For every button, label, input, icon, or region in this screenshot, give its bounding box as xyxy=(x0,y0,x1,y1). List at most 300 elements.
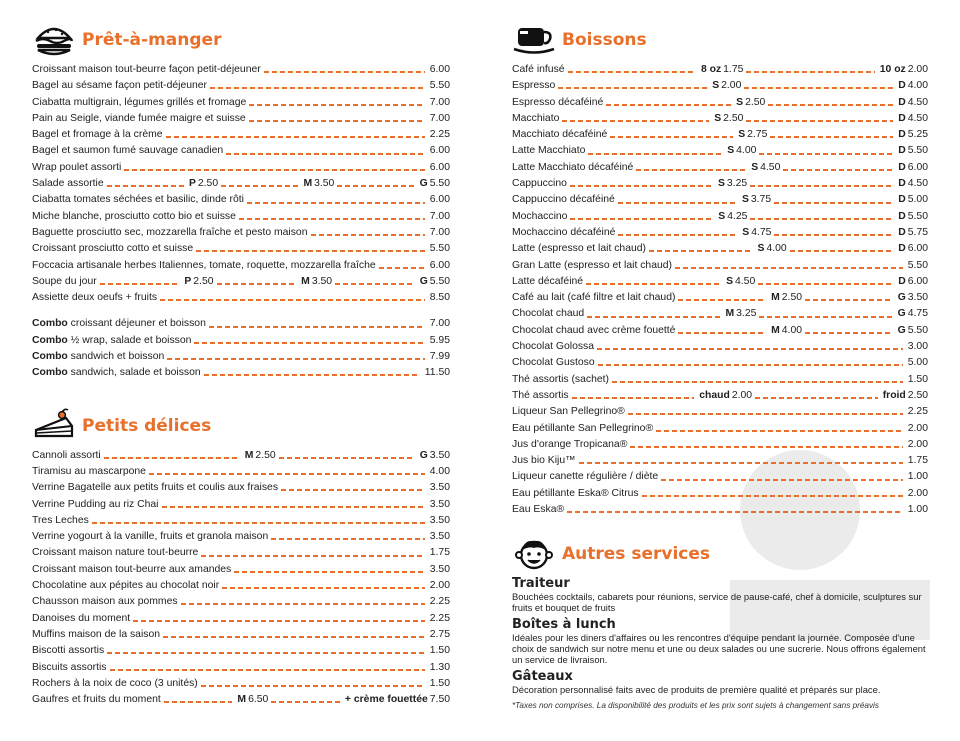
item-price: 4.50 xyxy=(735,275,756,287)
item-price: 2.25 xyxy=(429,596,450,608)
price-label: M xyxy=(303,178,313,190)
menu-item xyxy=(512,486,928,502)
item-price: 5.50 xyxy=(907,259,928,271)
item-price: 7.50 xyxy=(429,694,451,706)
item-price: 7.00 xyxy=(429,96,450,108)
traiteur-heading: Traiteur xyxy=(512,576,570,592)
combo-price: 11.50 xyxy=(424,367,450,379)
dotted-leader xyxy=(759,153,893,155)
item-name: Macchiato xyxy=(512,112,560,124)
delices-list xyxy=(32,448,450,709)
item-price: 4.00 xyxy=(907,80,928,92)
dotted-leader xyxy=(630,446,902,448)
dotted-leader xyxy=(612,381,903,383)
item-name: Latte décaféiné xyxy=(512,275,584,287)
item-price: 6.00 xyxy=(429,259,450,271)
item-name: Liqueur canette régulière / diète xyxy=(512,471,659,483)
price-label: S xyxy=(736,96,744,108)
item-name: Verrine Bagatelle aux petits fruits et coulis aux fraises xyxy=(32,482,279,494)
item-price: 1.50 xyxy=(429,645,450,657)
item-price: 5.50 xyxy=(907,210,928,222)
item-price: 3.50 xyxy=(429,449,451,461)
item-name: Gaufres et fruits du moment xyxy=(32,694,161,706)
item-name: Chocolatine aux pépites au chocolat noir xyxy=(32,580,220,592)
dotted-leader xyxy=(239,218,425,220)
dotted-leader xyxy=(628,413,903,415)
price-label: froid xyxy=(882,389,906,401)
menu-item xyxy=(32,643,450,659)
item-name: Chocolat chaud avec crème fouetté xyxy=(512,324,676,336)
combo-price: 5.95 xyxy=(429,334,450,346)
dotted-leader xyxy=(649,250,753,252)
delices-title: Petits délices xyxy=(82,415,212,436)
menu-item xyxy=(512,62,928,78)
item-name: Miche blanche, prosciutto cotto bio et suisse xyxy=(32,210,236,222)
menu-item xyxy=(512,143,928,159)
dotted-leader xyxy=(281,489,425,491)
item-price: 5.50 xyxy=(907,324,928,336)
item-price: 3.50 xyxy=(429,482,450,494)
menu-item xyxy=(512,95,928,111)
menu-item xyxy=(512,290,928,306)
item-price: 5.00 xyxy=(907,194,928,206)
menu-item xyxy=(32,241,450,257)
price-label: D xyxy=(898,80,906,92)
price-label: D xyxy=(898,243,906,255)
pret-header xyxy=(32,22,450,58)
menu-item xyxy=(32,464,450,480)
dotted-leader xyxy=(201,555,424,557)
dotted-leader xyxy=(271,701,340,703)
item-name: Espresso décaféiné xyxy=(512,96,604,108)
dotted-leader xyxy=(746,71,874,73)
item-price: 6.00 xyxy=(429,64,450,75)
combo-list xyxy=(32,316,450,381)
dotted-leader xyxy=(107,185,184,187)
dotted-leader xyxy=(636,169,746,171)
item-name: Macchiato décaféiné xyxy=(512,129,608,141)
dotted-leader xyxy=(783,169,893,171)
price-label: D xyxy=(898,194,906,206)
dotted-leader xyxy=(586,283,721,285)
item-price: 2.50 xyxy=(907,389,929,401)
dotted-leader xyxy=(759,316,892,318)
item-price: 3.50 xyxy=(314,178,335,190)
price-label: D xyxy=(898,161,906,173)
item-price: 2.00 xyxy=(907,64,928,75)
item-name: Bagel au sésame façon petit-déjeuner xyxy=(32,80,208,92)
price-label: S xyxy=(727,145,735,157)
cake-slice-icon xyxy=(32,408,76,444)
combo-item xyxy=(32,333,450,349)
item-name: Eau pétillante San Pellegrino® xyxy=(512,422,654,434)
item-price: 7.00 xyxy=(429,112,450,124)
item-price: 4.50 xyxy=(907,96,928,108)
menu-item xyxy=(32,160,450,176)
item-name: Café infusé xyxy=(512,64,565,75)
price-label: S xyxy=(741,194,749,206)
menu-item xyxy=(32,545,450,561)
item-price: 2.00 xyxy=(907,438,928,450)
menu-item xyxy=(32,274,450,290)
services-block xyxy=(512,576,928,710)
price-label: S xyxy=(738,129,746,141)
price-label: P xyxy=(188,178,196,190)
dotted-leader xyxy=(264,71,425,73)
lunch-text: Idéales pour les diners d'affaires ou les rencontres d'équipe pendant la journée. Composée d'une choix de sandwich sur notre menu et une ou deux salades ou une sucrerie. Nous offrons également un service de livraison. xyxy=(512,632,926,666)
dotted-leader xyxy=(279,457,415,459)
menu-item xyxy=(32,290,450,306)
price-label: D xyxy=(898,145,906,157)
dotted-leader xyxy=(160,299,425,301)
item-name: Gran Latte (espresso et lait chaud) xyxy=(512,259,672,271)
item-price: 2.25 xyxy=(429,129,450,141)
dotted-leader xyxy=(210,87,425,89)
item-price: 3.25 xyxy=(736,308,757,320)
item-name: Eau pétillante Eska® Citrus xyxy=(512,487,639,499)
price-label: S xyxy=(712,80,720,92)
tax-note: *Taxes non comprises. La disponibilité des produits et les prix sont sujets à changement sans préavis xyxy=(512,701,879,711)
combo-price: 7.99 xyxy=(429,351,450,363)
menu-item xyxy=(512,192,928,208)
price-label: G xyxy=(419,178,428,190)
menu-item xyxy=(512,225,928,241)
menu-item xyxy=(512,241,928,257)
item-price: 5.25 xyxy=(907,129,929,141)
price-label: M xyxy=(771,324,780,336)
menu-item xyxy=(512,355,928,371)
dotted-leader xyxy=(201,685,425,687)
menu-item xyxy=(512,469,928,485)
menu-item xyxy=(32,513,450,529)
dotted-leader xyxy=(610,136,733,138)
item-name: Thé assortis (sachet) xyxy=(512,373,610,385)
menu-item xyxy=(32,611,450,627)
menu-item xyxy=(512,388,928,404)
item-price: 1.50 xyxy=(429,677,450,689)
dotted-leader xyxy=(675,267,903,269)
dotted-leader xyxy=(110,669,425,671)
item-name: Latte Macchiato xyxy=(512,145,586,157)
dotted-leader xyxy=(217,283,297,285)
dotted-leader xyxy=(234,571,425,573)
combo-desc: sandwich et boisson xyxy=(67,351,165,363)
combo-desc: ½ wrap, salade et boisson xyxy=(67,334,192,346)
pret-list xyxy=(32,62,450,306)
dotted-leader xyxy=(166,136,425,138)
menu-item xyxy=(32,95,450,111)
price-label: P xyxy=(184,275,192,287)
item-price: 6.00 xyxy=(907,243,929,255)
boissons-list xyxy=(512,62,928,518)
menu-item xyxy=(512,437,928,453)
item-price: 1.75 xyxy=(723,64,744,75)
dotted-leader xyxy=(249,120,425,122)
item-name: Pain au Seigle, viande fumée maigre et suisse xyxy=(32,112,246,124)
gateaux-heading: Gâteaux xyxy=(512,669,573,685)
item-name: Salade assortie xyxy=(32,178,104,190)
item-name: Biscotti assortis xyxy=(32,645,105,657)
dotted-leader xyxy=(678,299,766,301)
item-name: Bagel et fromage à la crème xyxy=(32,129,163,141)
price-label: G xyxy=(419,449,428,461)
dotted-leader xyxy=(92,522,425,524)
combo-item xyxy=(32,349,450,365)
dotted-leader xyxy=(149,473,425,475)
item-price: 1.75 xyxy=(429,547,450,559)
services-title: Autres services xyxy=(562,544,711,565)
item-name: Baguette prosciutto sec, mozzarella fraîche et pesto maison xyxy=(32,226,308,238)
menu-item xyxy=(32,660,450,676)
item-price: 3.50 xyxy=(907,292,929,304)
combo-name xyxy=(32,316,206,332)
dotted-leader xyxy=(768,104,893,106)
price-label: + crème fouettée xyxy=(344,694,428,706)
price-label: M xyxy=(301,275,310,287)
dotted-leader xyxy=(774,234,893,236)
item-name: Jus bio Kiju™ xyxy=(512,455,576,467)
price-label: S xyxy=(751,161,759,173)
item-price: 3.50 xyxy=(429,531,450,543)
menu-item xyxy=(32,594,450,610)
price-label: M xyxy=(771,292,780,304)
dotted-leader xyxy=(209,326,425,328)
item-price: 2.75 xyxy=(747,129,768,141)
dotted-leader xyxy=(597,348,903,350)
item-name: Latte Macchiato décaféiné xyxy=(512,161,634,173)
menu-item xyxy=(512,421,928,437)
menu-item xyxy=(512,127,928,143)
item-name: Liqueur San Pellegrino® xyxy=(512,406,625,418)
item-name: Biscuits assortis xyxy=(32,661,107,673)
dotted-leader xyxy=(618,202,737,204)
item-price: 4.00 xyxy=(429,465,450,477)
item-price: 2.00 xyxy=(721,80,742,92)
combo-desc: sandwich, salade et boisson xyxy=(67,367,201,379)
item-price: 3.00 xyxy=(907,341,928,353)
item-name: Croissant maison tout-beurre aux amandes xyxy=(32,563,232,575)
item-name: Bagel et saumon fumé sauvage canadien xyxy=(32,145,224,157)
item-price: 4.50 xyxy=(760,161,781,173)
dotted-leader xyxy=(642,495,903,497)
price-label: 10 oz xyxy=(879,64,906,75)
item-name: Assiette deux oeufs + fruits xyxy=(32,292,158,304)
right-column xyxy=(512,22,928,710)
item-price: 5.50 xyxy=(429,275,451,287)
menu-item xyxy=(512,274,928,290)
menu-item xyxy=(512,78,928,94)
dotted-leader xyxy=(271,538,425,540)
item-price: 7.00 xyxy=(429,226,450,238)
price-label: G xyxy=(897,292,906,304)
menu-item xyxy=(32,529,450,545)
item-name: Muffins maison de la saison xyxy=(32,628,161,640)
price-label: D xyxy=(898,226,906,238)
item-price: 6.00 xyxy=(907,161,929,173)
dotted-leader xyxy=(587,316,720,318)
price-label: 8 oz xyxy=(700,64,722,75)
item-price: 3.75 xyxy=(750,194,772,206)
menu-item xyxy=(32,497,450,513)
dotted-leader xyxy=(755,397,878,399)
menu-item xyxy=(32,627,450,643)
dotted-leader xyxy=(606,104,731,106)
menu-item xyxy=(512,339,928,355)
dotted-leader xyxy=(744,87,893,89)
item-price: 2.50 xyxy=(197,178,219,190)
menu-item xyxy=(32,578,450,594)
item-name: Croissant maison nature tout-beurre xyxy=(32,547,199,559)
price-label: M xyxy=(237,694,247,706)
item-name: Thé assortis xyxy=(512,389,569,401)
dotted-leader xyxy=(562,120,709,122)
item-price: 4.75 xyxy=(751,226,772,238)
dotted-leader xyxy=(805,332,893,334)
dotted-leader xyxy=(598,364,903,366)
menu-item xyxy=(32,143,450,159)
item-price: 2.50 xyxy=(745,96,766,108)
menu-item xyxy=(512,323,928,339)
menu-item xyxy=(32,111,450,127)
item-name: Croissant prosciutto cotto et suisse xyxy=(32,243,194,255)
dotted-leader xyxy=(133,620,425,622)
combo-label: Combo xyxy=(32,318,68,330)
item-name: Cappuccino décaféiné xyxy=(512,194,615,206)
item-price: 3.50 xyxy=(311,275,333,287)
menu-item xyxy=(512,111,928,127)
combo-label: Combo xyxy=(32,334,68,346)
combo-name xyxy=(32,365,201,381)
price-label: D xyxy=(898,210,906,222)
price-label: M xyxy=(244,449,254,461)
combo-label: Combo xyxy=(32,367,68,379)
traiteur-text: Bouchées cocktails, cabarets pour réunions, service de pause-café, chef à domicile, sculptures sur fruits et bouquet de fruits xyxy=(512,591,922,614)
menu-item xyxy=(32,176,450,192)
menu-item xyxy=(512,453,928,469)
dotted-leader xyxy=(770,136,893,138)
item-name: Mochaccino xyxy=(512,210,568,222)
price-label: chaud xyxy=(699,389,730,401)
dotted-leader xyxy=(247,202,425,204)
item-name: Tiramisu au mascarpone xyxy=(32,465,146,477)
dotted-leader xyxy=(167,358,425,360)
item-price: 1.00 xyxy=(907,504,928,516)
price-label: D xyxy=(898,129,906,141)
combo-label: Combo xyxy=(32,351,68,363)
dotted-leader xyxy=(181,603,425,605)
combo-name xyxy=(32,333,191,349)
gateaux-text: Décoration personnalisé faits avec de produits de première qualité et préparés sur place. xyxy=(512,684,881,696)
combo-desc: croissant déjeuner et boisson xyxy=(67,318,206,330)
dotted-leader xyxy=(249,104,425,106)
dotted-leader xyxy=(311,234,425,236)
item-price: 5.75 xyxy=(907,226,929,238)
price-label: G xyxy=(897,308,906,320)
dotted-leader xyxy=(222,587,425,589)
dotted-leader xyxy=(379,267,425,269)
dotted-leader xyxy=(558,87,707,89)
item-name: Croissant maison tout-beurre façon petit-déjeuner xyxy=(32,64,261,75)
dotted-leader xyxy=(746,120,893,122)
price-label: G xyxy=(897,324,906,336)
dotted-leader xyxy=(661,479,903,481)
item-price: 1.30 xyxy=(429,661,450,673)
item-name: Cannoli assorti xyxy=(32,449,101,461)
item-price: 4.75 xyxy=(907,308,928,320)
item-name: Chocolat chaud xyxy=(512,308,585,320)
item-name: Mochaccino décaféiné xyxy=(512,226,616,238)
dotted-leader xyxy=(196,250,425,252)
menu-item xyxy=(32,692,450,708)
menu-item xyxy=(32,562,450,578)
dotted-leader xyxy=(104,457,240,459)
menu-item xyxy=(32,676,450,692)
item-price: 2.25 xyxy=(429,612,450,624)
item-price: 2.00 xyxy=(907,487,928,499)
menu-item xyxy=(32,209,450,225)
item-price: 2.00 xyxy=(731,389,753,401)
dotted-leader xyxy=(124,169,424,171)
item-price: 6.00 xyxy=(429,194,450,206)
item-name: Chocolat Golossa xyxy=(512,341,595,353)
menu-item xyxy=(512,258,928,274)
price-label: D xyxy=(898,112,906,124)
item-price: 6.50 xyxy=(248,694,269,706)
menu-item xyxy=(512,404,928,420)
dotted-leader xyxy=(790,250,894,252)
combo-item xyxy=(32,316,450,332)
item-price: 4.00 xyxy=(781,324,803,336)
left-column xyxy=(32,22,450,708)
price-label: D xyxy=(898,96,906,108)
price-label: S xyxy=(714,112,722,124)
item-name: Ciabatta tomates séchées et basilic, dinde rôti xyxy=(32,194,244,206)
item-name: Danoises du moment xyxy=(32,612,131,624)
smiling-face-icon xyxy=(512,536,556,572)
dotted-leader xyxy=(572,397,695,399)
pret-title: Prêt-à-manger xyxy=(82,30,222,50)
item-name: Wrap poulet assorti xyxy=(32,161,122,173)
dotted-leader xyxy=(194,342,424,344)
item-name: Ciabatta multigrain, légumes grillés et fromage xyxy=(32,96,247,108)
item-name: Eau Eska® xyxy=(512,504,565,516)
item-price: 6.00 xyxy=(907,275,929,287)
item-price: 4.00 xyxy=(736,145,757,157)
dotted-leader xyxy=(570,218,713,220)
item-price: 2.00 xyxy=(907,422,928,434)
item-price: 4.25 xyxy=(727,210,748,222)
menu-item xyxy=(512,372,928,388)
item-name: Café au lait (café filtre et lait chaud) xyxy=(512,292,676,304)
item-price: 2.75 xyxy=(429,628,450,640)
item-price: 4.00 xyxy=(766,243,787,255)
menu-item xyxy=(512,160,928,176)
dotted-leader xyxy=(568,71,696,73)
boissons-title: Boissons xyxy=(562,30,647,50)
dotted-leader xyxy=(567,511,903,513)
price-label: M xyxy=(725,308,735,320)
price-label: S xyxy=(718,210,726,222)
price-label: S xyxy=(757,243,765,255)
menu-item xyxy=(32,480,450,496)
item-name: Espresso xyxy=(512,80,556,92)
combo-item xyxy=(32,365,450,381)
item-price: 2.50 xyxy=(193,275,214,287)
dotted-leader xyxy=(221,185,298,187)
burger-icon xyxy=(32,22,76,58)
dotted-leader xyxy=(750,218,893,220)
item-price: 4.50 xyxy=(907,112,928,124)
